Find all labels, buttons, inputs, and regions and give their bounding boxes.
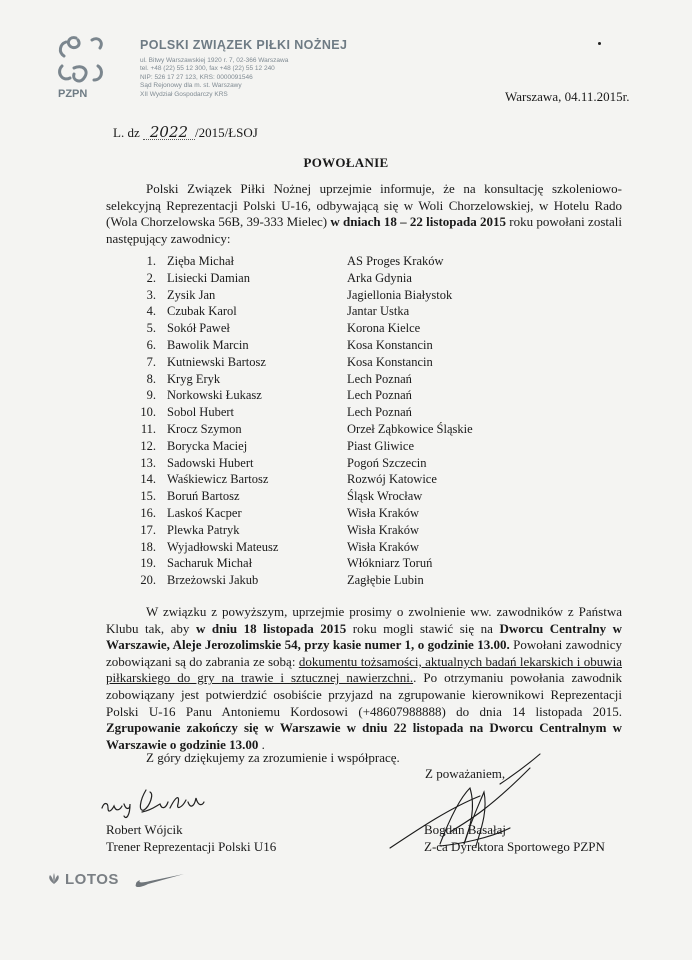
player-club: Włókniarz Toruń <box>347 556 433 571</box>
player-club: Piast Gliwice <box>347 438 415 453</box>
player-number: 1. <box>146 254 156 268</box>
body-text: . <box>258 736 265 752</box>
player-name: Sadowski Hubert <box>167 455 254 470</box>
player-name: Kryg Eryk <box>167 371 221 386</box>
player-name: Zysik Jan <box>167 287 216 302</box>
intro-dates: w dniach 18 – 22 listopada 2015 <box>330 214 507 230</box>
player-number: 3. <box>146 287 156 302</box>
contact-line: tel. +48 (22) 55 12 300, fax +48 (22) 55 12 240 <box>140 65 275 73</box>
right-signatory-name: Bogdan Basałaj <box>424 822 506 837</box>
place-and-date: Warszawa, 04.11.2015r. <box>505 89 630 104</box>
document-title: POWOŁANIE <box>303 155 389 170</box>
player-row <box>130 405 550 422</box>
player-row <box>130 456 550 473</box>
intro-paragraph <box>106 181 622 247</box>
player-name: Borycka Maciej <box>167 438 248 453</box>
lotos-flower-icon <box>46 873 62 885</box>
thanks-line: Z góry dziękujemy za zrozumienie i współpracę. <box>146 750 400 765</box>
player-club: Korona Kielce <box>347 321 421 336</box>
player-club: Arka Gdynia <box>347 270 412 285</box>
player-row <box>130 271 550 288</box>
nike-swoosh-logo <box>134 872 186 888</box>
player-number: 18. <box>140 539 156 554</box>
player-club: Lech Poznań <box>347 405 412 420</box>
body-text: . Po otrzymaniu powołania zawodnik zobowiązany jest potwierdzić osobiście przyjazd na zgrupowanie kierownikowi Reprezentacji Polski U-16 Panu Antoniemu Kordosowi (+48607988888) do dnia 14 listopada 2015. <box>106 670 622 719</box>
player-row <box>130 439 550 456</box>
player-number: 4. <box>146 304 156 319</box>
player-name: Czubak Karol <box>167 304 237 319</box>
player-club: Kosa Konstancin <box>347 354 433 369</box>
player-name: Boruń Bartosz <box>167 489 240 504</box>
body-bold-date: w dniu 18 listopada 2015 <box>195 620 347 636</box>
player-number: 12. <box>140 438 156 453</box>
reference-prefix: L. dz <box>113 125 140 140</box>
player-name: Plewka Patryk <box>167 522 240 537</box>
player-row <box>130 540 550 557</box>
player-row <box>130 321 550 338</box>
player-name: Wyjadłowski Mateusz <box>167 539 279 554</box>
pzpn-logo-text: PZPN <box>58 88 88 100</box>
right-signatory <box>424 822 605 855</box>
player-list <box>130 254 550 590</box>
player-row <box>130 372 550 389</box>
right-signatory-title: Z-ca Dyrektora Sportowego PZPN <box>424 838 605 854</box>
organization-address <box>140 57 370 99</box>
player-name: Waśkiewicz Bartosz <box>167 472 269 487</box>
handwritten-reference-number: 2022 <box>143 125 195 140</box>
player-number: 2. <box>146 270 156 285</box>
player-name: Norkowski Łukasz <box>167 388 262 403</box>
body-text: roku mogli stawić się na <box>346 620 500 636</box>
intro-text-end: roku powołani zostali następujący zawodnicy: <box>106 214 622 246</box>
player-name: Krocz Szymon <box>167 421 242 436</box>
corner-dot <box>598 42 601 45</box>
player-name: Sokół Paweł <box>167 321 230 336</box>
player-row <box>130 489 550 506</box>
player-number: 20. <box>140 573 156 588</box>
player-club: Lech Poznań <box>347 371 412 386</box>
player-name: Brzeżowski Jakub <box>167 573 259 588</box>
player-number: 13. <box>140 455 156 470</box>
reference-number <box>113 125 258 141</box>
player-row <box>130 506 550 523</box>
body-bold-place: Dworcu Centralny w Warszawie, Aleje Jerozolimskie 54, przy kasie numer 1, o godzinie 13.00. <box>106 620 623 653</box>
player-name: Lisiecki Damian <box>167 270 250 285</box>
left-signatory-title: Trener Reprezentacji Polski U16 <box>106 838 277 854</box>
player-club: Jagiellonia Białystok <box>347 287 453 302</box>
body-text: W związku z powyższym, uprzejmie prosimy o zwolnienie ww. zawodników z Państwa Klubu tak, aby <box>106 604 622 636</box>
player-name: Sobol Hubert <box>167 405 235 420</box>
player-club: Orzeł Ząbkowice Śląskie <box>347 421 473 436</box>
player-club: Wisła Kraków <box>347 505 420 520</box>
player-name: Zięba Michał <box>167 254 234 268</box>
player-row <box>130 422 550 439</box>
player-club: Lech Poznań <box>347 388 412 403</box>
player-club: Wisła Kraków <box>347 522 420 537</box>
player-number: 15. <box>140 489 156 504</box>
player-club: AS Proges Kraków <box>347 254 444 268</box>
lotos-sponsor-logo <box>46 871 119 888</box>
player-club: Zagłębie Lubin <box>347 573 424 588</box>
player-row <box>130 254 550 271</box>
player-row <box>130 338 550 355</box>
lotos-logo-text: LOTOS <box>65 871 119 888</box>
player-row <box>130 304 550 321</box>
left-signatory <box>106 822 276 855</box>
body-bold-end: Zgrupowanie zakończy się w Warszawie w dniu 22 listopada na Dworcu Centralnym w Warszawie o godzinie 13.00 <box>106 720 622 752</box>
player-number: 7. <box>146 354 156 369</box>
player-club: Jantar Ustka <box>347 304 410 319</box>
player-row <box>130 472 550 489</box>
player-number: 8. <box>146 371 156 386</box>
left-signature <box>96 780 226 824</box>
player-row <box>130 355 550 372</box>
instructions-paragraph <box>106 604 622 753</box>
player-name: Bawolik Marcin <box>167 337 249 352</box>
organization-name: POLSKI ZWIĄZEK PIŁKI NOŻNEJ <box>140 38 348 52</box>
player-row <box>130 573 550 590</box>
regards-line: Z poważaniem, <box>425 766 506 781</box>
player-number: 9. <box>146 388 156 403</box>
court-line: Sąd Rejonowy dla m. st. Warszawy <box>140 82 242 90</box>
player-number: 11. <box>140 421 156 436</box>
player-number: 17. <box>140 522 156 537</box>
body-required-items: dokumentu tożsamości, aktualnych badań lekarskich i obuwia piłkarskiego do gry na trawie i sztucznej nawierzchni. <box>106 653 622 686</box>
player-number: 5. <box>146 321 156 336</box>
player-number: 10. <box>140 405 156 420</box>
player-row <box>130 388 550 405</box>
court-division-line: XII Wydział Gospodarczy KRS <box>140 90 228 98</box>
player-club: Śląsk Wrocław <box>347 489 423 504</box>
player-club: Rozwój Katowice <box>347 472 437 487</box>
player-name: Laskoś Kacper <box>167 505 242 520</box>
registration-line: NIP: 526 17 27 123, KRS: 0000091546 <box>140 73 253 81</box>
player-row <box>130 556 550 573</box>
player-number: 6. <box>146 337 156 352</box>
player-name: Sacharuk Michał <box>167 556 253 571</box>
player-club: Pogoń Szczecin <box>347 455 427 470</box>
address-line: ul. Bitwy Warszawskiej 1920 r. 7, 02-366 Warszawa <box>140 57 289 64</box>
player-name: Kutniewski Bartosz <box>167 354 266 369</box>
player-number: 14. <box>140 472 156 487</box>
player-row <box>130 288 550 305</box>
player-club: Wisła Kraków <box>347 539 420 554</box>
body-text: Powołani zawodnicy zobowiązani są do zabrania ze sobą: <box>106 637 622 669</box>
intro-text: Polski Związek Piłki Nożnej uprzejmie informuje, że na konsultację szkoleniowo-selekcyjną Reprezentacji Polski U-16, odbywającą się w Woli Chorzelowskiej, w Hotelu Rado (Wola Chorzelowska 56B, 39-333 Mielec) <box>106 181 622 230</box>
player-number: 19. <box>140 556 156 571</box>
player-club: Kosa Konstancin <box>347 337 433 352</box>
reference-suffix: /2015/ŁSOJ <box>194 125 258 140</box>
left-signatory-name: Robert Wójcik <box>106 822 183 837</box>
player-number: 16. <box>140 505 156 520</box>
player-row <box>130 523 550 540</box>
